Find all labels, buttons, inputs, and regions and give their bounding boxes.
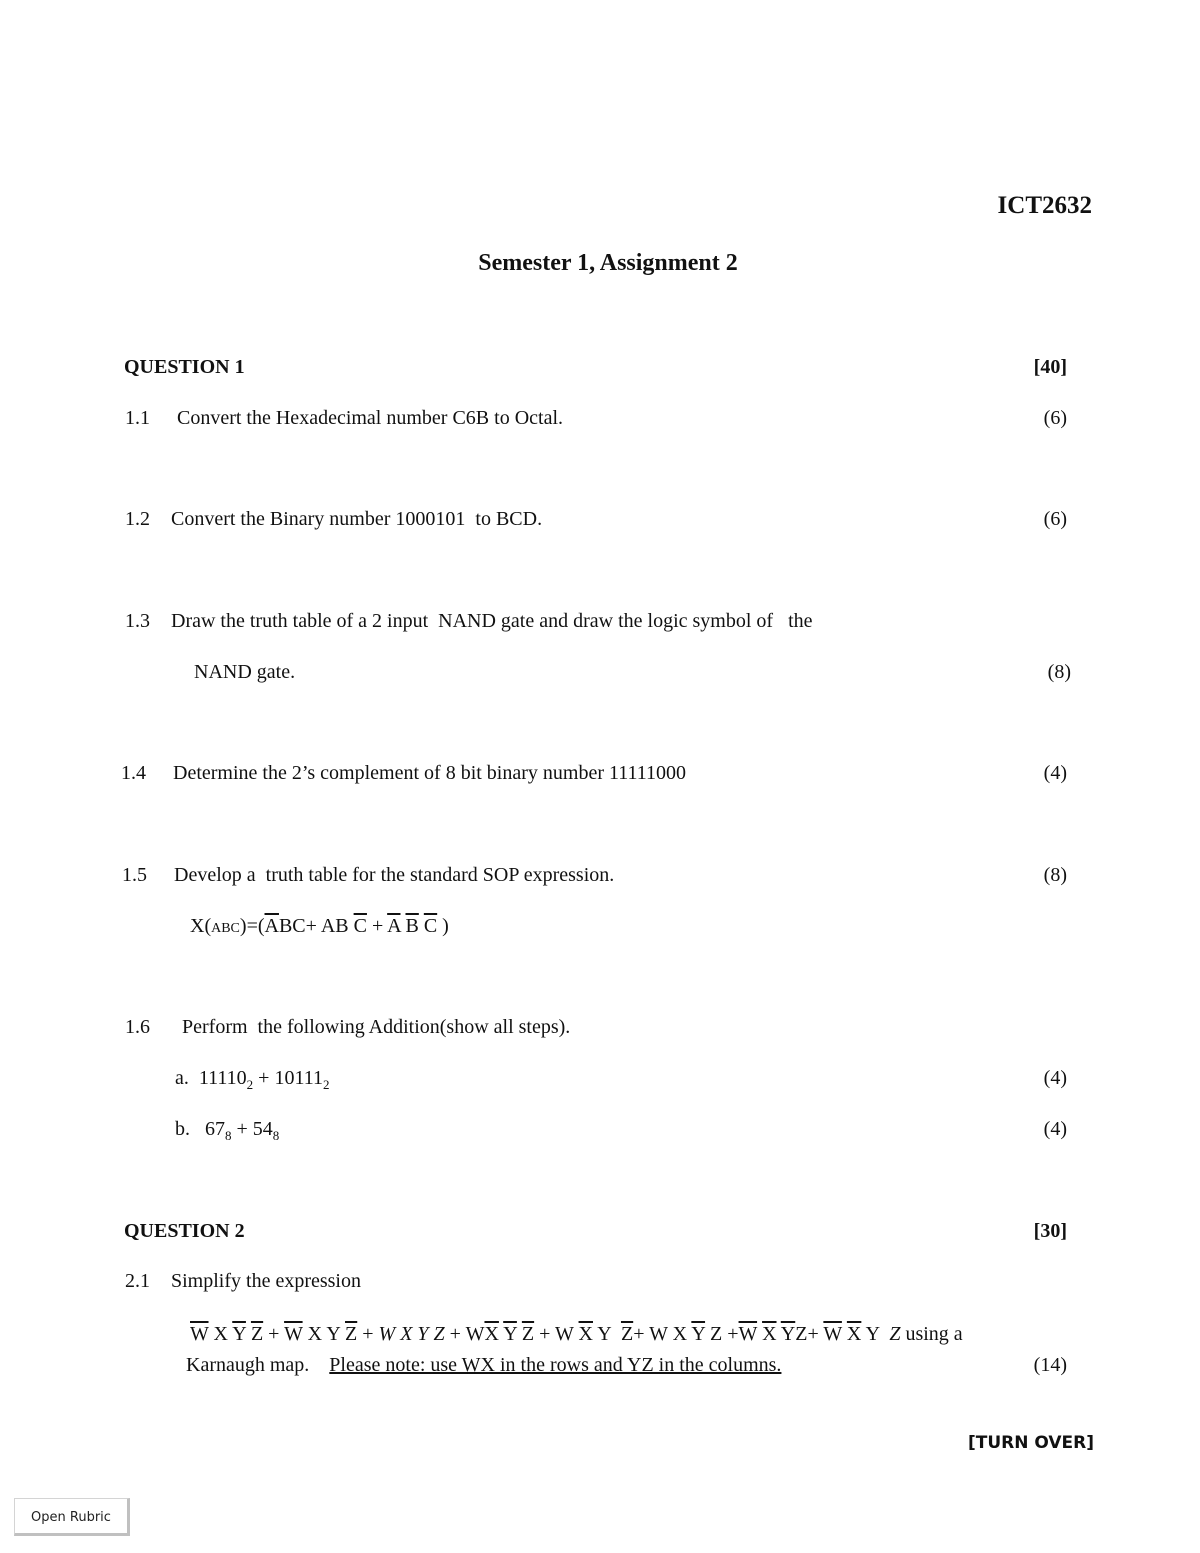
item-1-2-marks: (6) bbox=[1043, 508, 1067, 530]
sop-expression: $X(ABC)=(\overline{A}BC+$ AB $\overline{C} + \overline{A}$ $\overline{B}$ $\overline{C}$ ) bbox=[190, 915, 449, 937]
addition-a-marks: (4) bbox=[1043, 1067, 1067, 1089]
item-1-3-number: 1.3 bbox=[125, 610, 150, 632]
item-1-2-text: Convert the Binary number 1000101 to BCD. bbox=[171, 508, 543, 530]
item-1-6-number: 1.6 bbox=[125, 1016, 150, 1038]
item-1-1-number: 1.1 bbox=[125, 407, 150, 429]
open-rubric-button[interactable]: Open Rubric bbox=[14, 1498, 130, 1536]
item-1-2-number: 1.2 bbox=[125, 508, 150, 530]
item-1-4-number: 1.4 bbox=[121, 762, 146, 784]
item-1-4-marks: (4) bbox=[1043, 762, 1067, 784]
item-1-6-text: Perform the following Addition(show all steps). bbox=[182, 1016, 571, 1038]
addition-a: a. $11110_2 + 10111_2$ bbox=[175, 1067, 330, 1092]
boolean-expression: $\overline{W}$ X $\overline{Y}$ $\overline{Z} + \overline{W}$ X Y $\overline{Z} + W$ X Y $Z + W\overline{X}$ $\overline{Y}$ $\overline{Z} + W$ $\overline{X}$ Y $\overline{Z}+ W$ X $\overline{Y}$ $Z +\overline{W}$ $\overline{X}$ $\overline{Y}Z+ \overline{W}$ $\overline{X}$ Y Z using a bbox=[190, 1323, 963, 1345]
karnaugh-line: Karnaugh map. Please note: use WX in the rows and YZ in the columns. bbox=[186, 1354, 782, 1376]
question-1-total: [40] bbox=[1033, 356, 1067, 378]
turn-over-label: [TURN OVER] bbox=[967, 1433, 1094, 1453]
addition-b-marks: (4) bbox=[1043, 1118, 1067, 1140]
karnaugh-note: Please note: use WX in the rows and YZ in the columns. bbox=[329, 1354, 782, 1376]
item-2-1-marks: (14) bbox=[1033, 1354, 1067, 1376]
item-1-5-marks: (8) bbox=[1043, 864, 1067, 886]
item-1-4-text: Determine the 2’s complement of 8 bit binary number 11111000 bbox=[173, 762, 687, 784]
item-2-1-number: 2.1 bbox=[125, 1270, 150, 1292]
item-1-5-number: 1.5 bbox=[122, 864, 147, 886]
addition-b: b. $67_8 + 54_8$ bbox=[175, 1118, 280, 1143]
question-2-heading: QUESTION 2 bbox=[124, 1220, 245, 1242]
item-1-1-marks: (6) bbox=[1043, 407, 1067, 429]
item-1-3-text: Draw the truth table of a 2 input NAND gate and draw the logic symbol of the bbox=[171, 610, 813, 632]
item-1-5-text: Develop a truth table for the standard SOP expression. bbox=[174, 864, 615, 886]
item-1-3-continuation: NAND gate. bbox=[194, 661, 296, 683]
item-2-1-text: Simplify the expression bbox=[171, 1270, 361, 1292]
item-1-1-text: Convert the Hexadecimal number C6B to Octal. bbox=[177, 407, 564, 429]
question-1-heading: QUESTION 1 bbox=[124, 356, 245, 378]
question-2-total: [30] bbox=[1033, 1220, 1067, 1242]
item-1-3-marks: (8) bbox=[1047, 661, 1071, 683]
document-title: Semester 1, Assignment 2 bbox=[478, 250, 738, 276]
course-code: ICT2632 bbox=[997, 192, 1092, 219]
